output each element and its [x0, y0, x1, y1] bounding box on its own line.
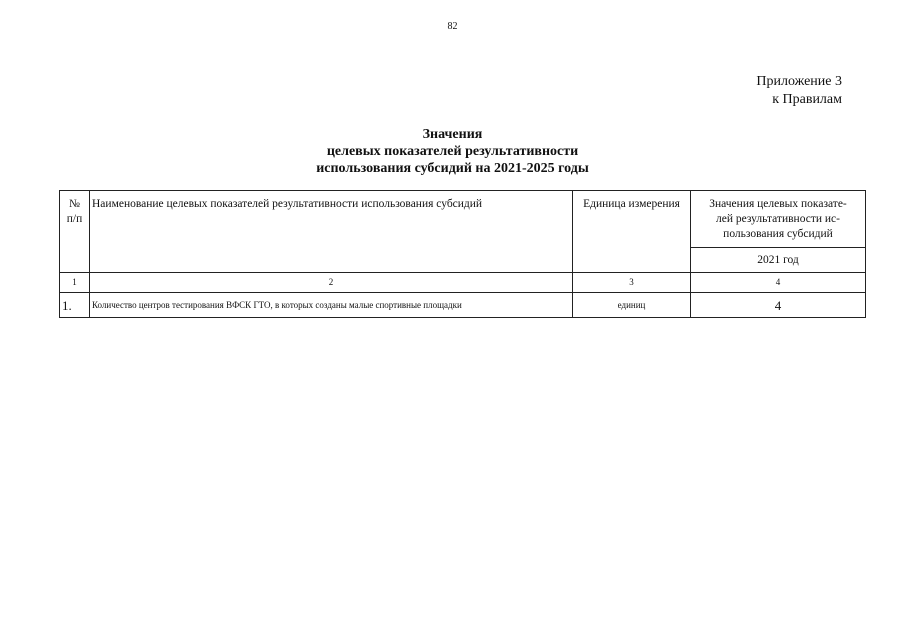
- header-value-line-1: Значения целевых показате-: [709, 198, 847, 210]
- header-row: [60, 191, 866, 248]
- appendix-line-1: Приложение 3: [756, 74, 842, 89]
- header-value-line-2: лей результативности ис-: [716, 213, 840, 225]
- header-target-values: [691, 191, 866, 248]
- table-row: [60, 293, 866, 318]
- title-line-1: Значения: [422, 127, 483, 142]
- appendix-note: [756, 73, 842, 109]
- document-title: [0, 126, 905, 177]
- header-unit: Единица измерения: [573, 191, 691, 273]
- page-number: 82: [447, 21, 458, 32]
- header-number-line-2: п/п: [66, 213, 83, 225]
- row-value: 4: [691, 293, 866, 318]
- column-index-cell: 4: [691, 273, 866, 293]
- indicators-table: [59, 190, 866, 318]
- header-indicator-name: Наименование целевых показателей результативности использования субсидий: [90, 191, 573, 273]
- title-line-2: целевых показателей результативности: [326, 144, 579, 159]
- column-index-cell: 2: [90, 273, 573, 293]
- header-year: 2021 год: [691, 248, 866, 273]
- column-index-cell: 1: [60, 273, 90, 293]
- appendix-line-2: к Правилам: [772, 92, 842, 107]
- row-number: 1.: [60, 293, 90, 318]
- header-value-line-3: пользования субсидий: [723, 228, 833, 240]
- row-unit: единиц: [573, 293, 691, 318]
- row-indicator-name: Количество центров тестирования ВФСК ГТО, в которых созданы малые спортивные площадки: [90, 293, 573, 318]
- header-number: [60, 191, 90, 273]
- column-index-cell: 3: [573, 273, 691, 293]
- title-line-3: использования субсидий на 2021-2025 годы: [316, 161, 589, 176]
- column-index-row: [60, 273, 866, 293]
- header-number-line-1: №: [69, 198, 80, 210]
